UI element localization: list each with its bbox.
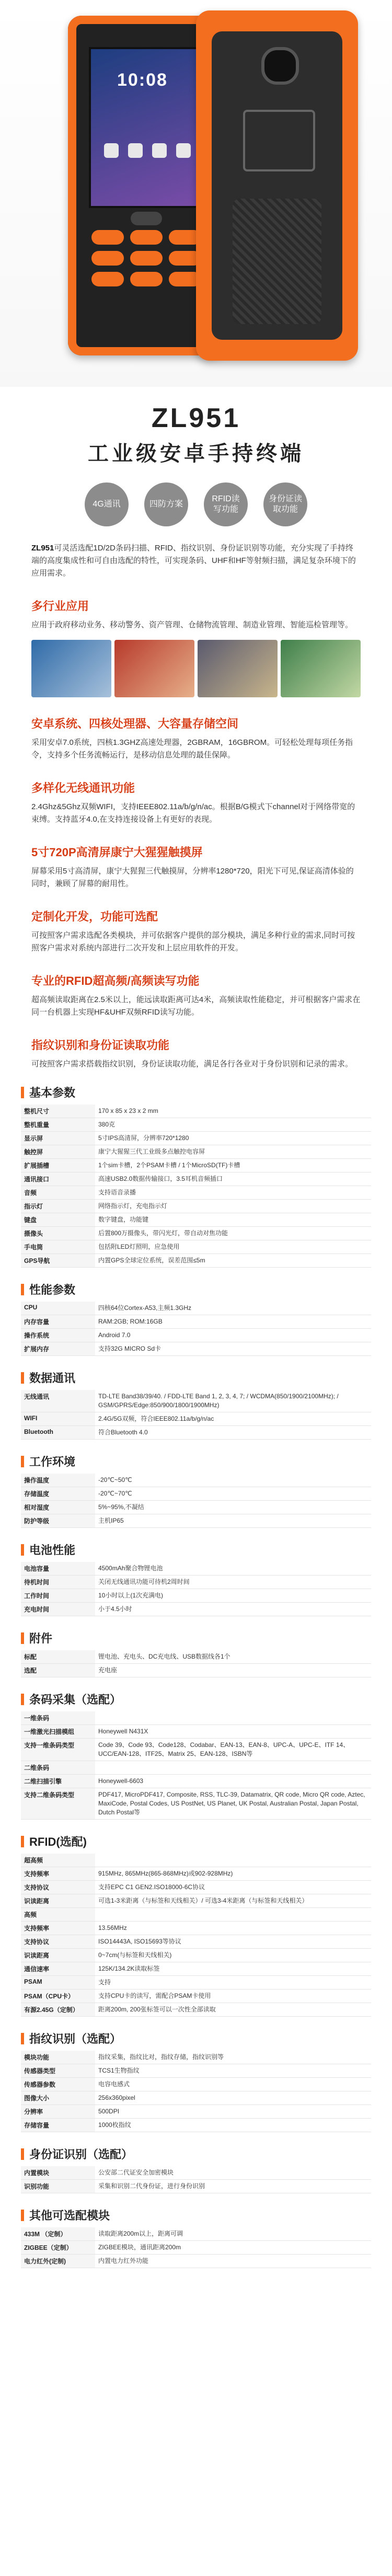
spec-key: 传感器参数 [21,2078,95,2091]
spec-row [21,1501,371,1514]
feature-text: 可按照客户需求搭载指纹识别，身份证读取功能，满足各行各业对于身份识别和记录的需求。 [31,1060,353,1068]
spec-key: 扩展内存 [21,1342,95,1356]
spec-value: ZIGBEE模块，通讯距离200m [95,2241,371,2255]
spec-key: 手电筒 [21,1240,95,1254]
spec-row [21,1227,371,1240]
spec-tables [0,1084,392,2268]
spec-key: 整机重量 [21,1118,95,1132]
spec-row [21,1514,371,1528]
spec-key: 二维条码 [21,1761,95,1775]
spec-value: 公安部二代证安全加密模块 [95,2166,371,2180]
spec-table [21,1474,371,1528]
spec-value: 康宁大猩猩三代工业级多点触控电容屏 [95,1145,371,1159]
feature-text: 应用于政府移动业务、移动警务、资产管理、仓储物流管理、制造业管理、智能巡检管理等。 [31,620,353,629]
spec-value: 支持 [95,1976,371,1990]
spec-key: 存储容量 [21,2119,95,2132]
spec-section-title: 附件 [21,1630,371,1646]
spec-row [21,1426,371,1440]
spec-value: 支持CPU卡的读写，需配合PSAM卡使用 [95,1990,371,2003]
spec-key: 操作温度 [21,1474,95,1487]
spec-value: 5寸IPS高清屏，分辨率720*1280 [95,1132,371,1145]
spec-key: 无线通讯 [21,1390,95,1412]
spec-table [21,2227,371,2268]
spec-row [21,1922,371,1935]
spec-value: 1个sim卡槽，2个PSAM卡槽 / 1个MicroSD(TF)卡槽 [95,1159,371,1172]
spec-value: 高速USB2.0数据传输接口，3.5耳机音频插口 [95,1172,371,1186]
spec-row [21,1213,371,1227]
device-screen [89,47,208,208]
spec-key: 通信速率 [21,1962,95,1976]
spec-key: 二维扫描引擎 [21,1775,95,1788]
spec-row [21,1881,371,1894]
spec-key: 扩展插槽 [21,1159,95,1172]
spec-row [21,1976,371,1990]
spec-table [21,1650,371,1677]
feature-text: 采用安卓7.0系统，四核1.3GHZ高速处理器，2GBRAM，16GBROM。可轻松处理每项任务指令，支持多个任务流畅运行，是移动信息处理的最佳保障。 [31,738,353,760]
spec-row [21,2105,371,2119]
spec-key: 电池容量 [21,1562,95,1576]
spec-row [21,1711,371,1725]
spec-table [21,1562,371,1616]
spec-value: 内置GPS全球定位系统，误差范围≤5m [95,1254,371,1268]
model-name: ZL951 [151,403,241,433]
spec-row [21,1739,371,1761]
spec-key: 超高频 [21,1854,95,1867]
camera-icon [261,47,299,85]
spec-value: 可选1-3米距离（与标签和天线相关）/ 可选3-4米距离（与标签和天线相关） [95,1894,371,1908]
spec-row [21,2119,371,2132]
spec-value: 距离200m, 200张标签可以一次性全部读取 [95,2003,371,2017]
features-list [0,715,392,1071]
spec-value: 125K/134.2K读取标签 [95,1962,371,1976]
spec-value: Honeywell-6603 [95,1775,371,1788]
spec-section-title: 工作环境 [21,1453,371,1469]
spec-key: 识读距离 [21,1949,95,1962]
spec-row [21,1159,371,1172]
feature-text: 屏幕采用5寸高清屏，康宁大猩猩三代触摸屏，分辨率1280*720，阳光下可见,保证高清体验的同时，兼顾了屏幕的耐用性。 [31,867,354,888]
spec-row [21,1867,371,1881]
spec-key: 图像大小 [21,2091,95,2105]
spec-row [21,1562,371,1576]
spec-row [21,1935,371,1949]
spec-row [21,1761,371,1775]
spec-value: 0~7cm(与标签和天线相关) [95,1949,371,1962]
spec-table [21,1105,371,1268]
spec-key: 指示灯 [21,1200,95,1213]
spec-value: 四核64位Cortex-A53,主频1.3GHz [95,1302,371,1315]
title-block [0,387,392,526]
spec-row [21,1990,371,2003]
spec-row [21,1186,371,1200]
spec-section-title: RFID(选配) [21,1833,371,1849]
spec-key: 防护等级 [21,1514,95,1528]
spec-key: 一维条码 [21,1711,95,1725]
spec-table [21,1854,371,2017]
spec-value: 支持32G MICRO Sd卡 [95,1342,371,1356]
spec-section-title: 电池性能 [21,1542,371,1558]
badge-rugged: 四防方案 [144,482,188,526]
spec-table [21,1711,371,1820]
spec-section-title: 其他可选配模块 [21,2207,371,2223]
spec-value: TD-LTE Band38/39/40. / FDD-LTE Band 1, 2, 3, 4, 7; / WCDMA(850/1900/2100MHz); / GSM/GPRS/Edge:850/900/1800/1900MHz) [95,1390,371,1412]
spec-row [21,2241,371,2255]
spec-row [21,2180,371,2193]
spec-row [21,1118,371,1132]
spec-key: ZIGBEE（定制） [21,2241,95,2255]
spec-key: 待机时间 [21,1576,95,1589]
spec-key: 分辨率 [21,2105,95,2119]
spec-key: CPU [21,1302,95,1315]
application-photos [31,640,361,697]
spec-row [21,1962,371,1976]
spec-row [21,2255,371,2268]
spec-value: -20℃~70℃ [95,1487,371,1501]
spec-key: 有源2.45G（定制） [21,2003,95,2017]
spec-key: Bluetooth [21,1426,95,1440]
spec-row [21,1650,371,1664]
spec-value: 256x360pixel [95,2091,371,2105]
spec-value: Honeywell N431X [95,1725,371,1739]
feature-text: 超高频读取距离在2.5米以上，能远读取距离可达4米，高频读取性能稳定，并可根据客户需求在同一台机器上实现HF&UHF双频RFID读写功能。 [31,995,361,1017]
spec-row [21,1412,371,1426]
product-hero-image [0,0,392,387]
spec-row [21,2091,371,2105]
spec-value: 电容电感式 [95,2078,371,2091]
spec-row [21,1172,371,1186]
product-subtitle: 工业级安卓手持终端 [88,442,304,465]
spec-key: 音频 [21,1186,95,1200]
application-photo [281,640,361,697]
spec-value: 380克 [95,1118,371,1132]
spec-value: 主机IP65 [95,1514,371,1528]
spec-value [95,1711,371,1725]
spec-key: 模块功能 [21,2051,95,2064]
spec-key: 相对湿度 [21,1501,95,1514]
spec-table [21,2051,371,2132]
spec-value: 170 x 85 x 23 x 2 mm [95,1105,371,1118]
spec-key: 支持频率 [21,1922,95,1935]
spec-key: 操作系统 [21,1329,95,1342]
spec-value: Code 39、Code 93、Code128、Codabar、EAN-13、EAN-8、UPC-A、UPC-E、ITF 14、UCC/EAN-128、ITF25、Matrix 25、EAN-128、ISBN等 [95,1739,371,1761]
spec-key: 支持频率 [21,1867,95,1881]
spec-value [95,1908,371,1922]
spec-row [21,1908,371,1922]
spec-key: PSAM [21,1976,95,1990]
spec-section-title: 数据通讯 [21,1370,371,1386]
feature-title: 多样化无线通讯功能 [31,781,135,795]
spec-row [21,2051,371,2064]
spec-row [21,2003,371,2017]
spec-value: RAM:2GB; ROM:16GB [95,1315,371,1329]
spec-row [21,1576,371,1589]
spec-row [21,1775,371,1788]
spec-row [21,1240,371,1254]
intro-text: 可灵活选配1D/2D条码扫描、RFID、指纹识别、身份证识别等功能，充分实现了手持终端的高度集成性和可自由选配的特性，可实现条码、UHF和HF等射频扫描，满足复杂环境下的应用需求。 [31,544,356,578]
spec-value: 10小时以上(1次充满电) [95,1589,371,1603]
badge-idcard: 身份证读取功能 [263,482,307,526]
spec-row [21,2227,371,2241]
spec-row [21,1474,371,1487]
intro-paragraph [31,542,361,580]
spec-section-title: 指纹识别（选配） [21,2030,371,2046]
spec-row [21,1487,371,1501]
spec-row [21,1342,371,1356]
spec-key: 传感器类型 [21,2064,95,2078]
spec-key: 支持协议 [21,1881,95,1894]
feature-title: 定制化开发，功能可选配 [31,910,158,923]
spec-row [21,1894,371,1908]
spec-value: 充电座 [95,1664,371,1677]
spec-table [21,1302,371,1356]
feature-title: 指纹识别和身份证读取功能 [31,1039,170,1052]
spec-value: -20℃~50℃ [95,1474,371,1487]
spec-value: 后置800万摄像头，带闪光灯，带自动对焦功能 [95,1227,371,1240]
spec-value: ISO14443A, ISO15693等协议 [95,1935,371,1949]
feature-text: 2.4Ghz&5Ghz双频WIFI，支持IEEE802.11a/b/g/n/ac。根据B/G模式下channel对于网络带宽的束缚。支持蓝牙4.0,在支持连接设备上有更好的表现。 [31,802,355,824]
screen-app-icons [104,143,191,158]
spec-value [95,1854,371,1867]
spec-value: 4500mAh聚合物锂电池 [95,1562,371,1576]
spec-key: 433M （定制） [21,2227,95,2241]
spec-value: 读取距离200m以上，距离可调 [95,2227,371,2241]
intro-model: ZL951 [31,544,54,553]
spec-section-title: 基本参数 [21,1084,371,1100]
spec-value: 2.4G/5G双频，符合IEEE802.11a/b/g/n/ac [95,1412,371,1426]
feature-title: 专业的RFID超高频/高频读写功能 [31,974,200,987]
spec-section-title: 身份证识别（选配） [21,2146,371,2162]
spec-table [21,2166,371,2193]
spec-value: 锂电池、充电头、DC充电线、USB数据线各1个 [95,1650,371,1664]
spec-value: 符合Bluetooth 4.0 [95,1426,371,1440]
feature-title: 5寸720P高清屏康宁大猩猩触摸屏 [31,846,203,859]
device-nav-key [131,212,162,225]
feature-text: 可按照客户需求选配各类模块，并可依据客户提供的部分模块，满足多种行业的需求,同时可按照客户需求对系统内部进行二次开发和上层应用软件的开发。 [31,931,355,952]
spec-row [21,1603,371,1616]
spec-value: 数字键盘，功能键 [95,1213,371,1227]
spec-row [21,1589,371,1603]
spec-value: 支持EPC C1 GEN2.ISO18000-6C协议 [95,1881,371,1894]
nfc-area [243,110,315,171]
spec-value: Android 7.0 [95,1329,371,1342]
spec-value: 采集和识别二代身份证，进行身份识别 [95,2180,371,2193]
feature-badges [0,482,392,526]
spec-value: PDF417, MicroPDF417, Composite, RSS, TLC-39, Datamatrix, QR code, Micro QR code, Aztec, MaxiCode, Postal Codes, US PostNet, US Planet, UK Postal, Australian Postal, Japan Postal, Dutch Postal等 [95,1788,371,1820]
spec-section-title: 条码采集（选配） [21,1691,371,1707]
device-back-view [196,10,358,361]
badge-4g: 4G通讯 [85,482,129,526]
spec-key: PSAM（CPU卡） [21,1990,95,2003]
spec-key: 整机尺寸 [21,1105,95,1118]
spec-row [21,1315,371,1329]
spec-key: 摄像头 [21,1227,95,1240]
spec-value: 内置电力红外功能 [95,2255,371,2268]
spec-key: 通讯接口 [21,1172,95,1186]
spec-value: TCS1生物指纹 [95,2064,371,2078]
spec-key: 支持二维条码类型 [21,1788,95,1820]
spec-row [21,1725,371,1739]
spec-value: 网络指示灯，充电指示灯 [95,1200,371,1213]
grip-texture [233,199,321,324]
spec-key: 识别功能 [21,2180,95,2193]
device-back-panel [212,31,342,340]
spec-row [21,1329,371,1342]
spec-value: 500DPI [95,2105,371,2119]
spec-key: 标配 [21,1650,95,1664]
spec-row [21,1788,371,1820]
spec-row [21,1254,371,1268]
spec-key: 支持协议 [21,1935,95,1949]
spec-key: 高频 [21,1908,95,1922]
spec-value: 包括附LED灯照明，应急使用 [95,1240,371,1254]
spec-section-title: 性能参数 [21,1281,371,1297]
spec-row [21,1664,371,1677]
spec-key: 识读距离 [21,1894,95,1908]
spec-key: 充电时间 [21,1603,95,1616]
spec-key: GPS导航 [21,1254,95,1268]
spec-row [21,1949,371,1962]
spec-key: 一维激光扫描模组 [21,1725,95,1739]
spec-key: 触控屏 [21,1145,95,1159]
spec-key: 显示屏 [21,1132,95,1145]
feature-title: 安卓系统、四核处理器、大容量存储空间 [31,717,239,730]
spec-row [21,2064,371,2078]
spec-row [21,1200,371,1213]
spec-value: 指纹采集，指纹比对，指纹存储，指纹识别等 [95,2051,371,2064]
feature-title: 多行业应用 [31,600,89,613]
application-photo [198,640,278,697]
spec-key: 内置模块 [21,2166,95,2180]
spec-value: 关闭无线通讯功能可待机2周时间 [95,1576,371,1589]
spec-table [21,1390,371,1440]
spec-value: 915MHz, 865MHz(865-868MHz)或902-928MHz) [95,1867,371,1881]
spec-key: 内存容量 [21,1315,95,1329]
screen-clock: 10:08 [117,70,168,90]
spec-key: 支持一维条码类型 [21,1739,95,1761]
spec-value: 支持语音录播 [95,1186,371,1200]
application-photo [31,640,111,697]
spec-key: 电力红外(定制) [21,2255,95,2268]
spec-row [21,1390,371,1412]
spec-row [21,1132,371,1145]
spec-row [21,1854,371,1867]
spec-key: 选配 [21,1664,95,1677]
badge-rfid: RFID读写功能 [204,482,248,526]
spec-row [21,1105,371,1118]
spec-value: 13.56MHz [95,1922,371,1935]
spec-key: 工作时间 [21,1589,95,1603]
spec-key: 存储温度 [21,1487,95,1501]
spec-key: 键盘 [21,1213,95,1227]
spec-value: 5%~95%,不凝结 [95,1501,371,1514]
spec-value: 小于4.5小时 [95,1603,371,1616]
spec-row [21,1302,371,1315]
application-photo [114,640,194,697]
device-keypad [91,230,201,286]
spec-value: 1000枚指纹 [95,2119,371,2132]
spec-value [95,1761,371,1775]
spec-row [21,2078,371,2091]
spec-row [21,2166,371,2180]
spec-row [21,1145,371,1159]
spec-key: WIFI [21,1412,95,1426]
